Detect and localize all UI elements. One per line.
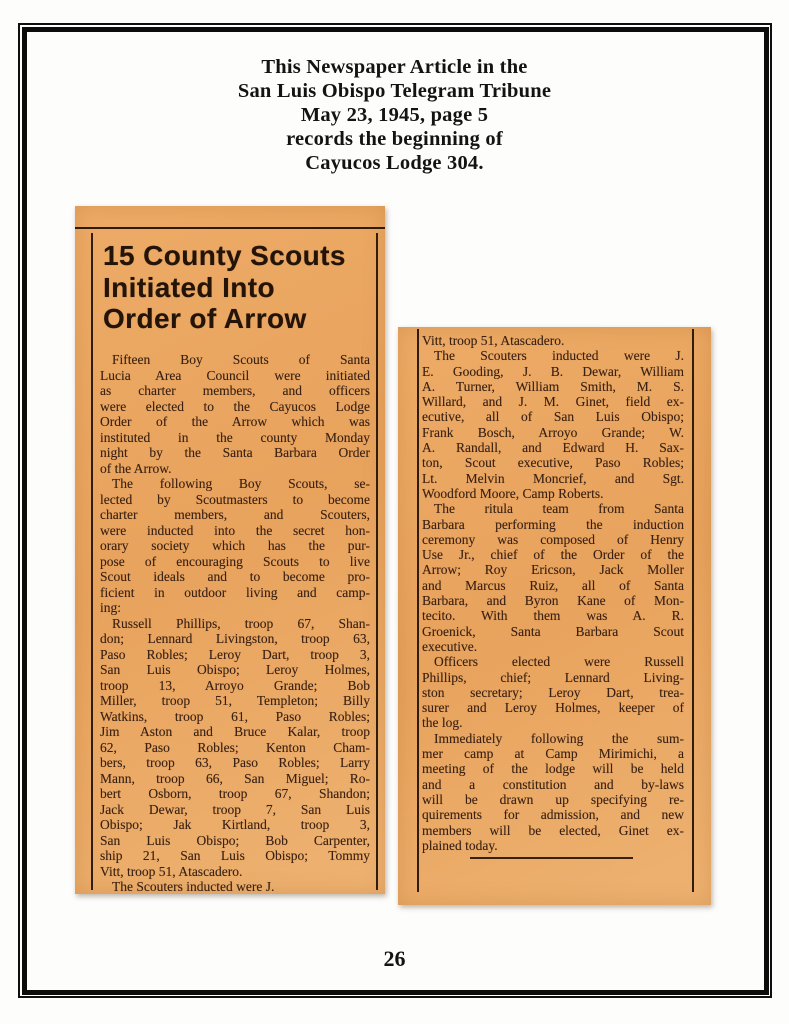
newsprint-line: E. Gooding, J. B. Dewar, William [422,363,684,379]
newspaper-clipping-right [398,327,711,905]
newsprint-line: mer camp at Camp Mirimichi, a [422,746,684,762]
newsprint-line: bert Osborn, troop 67, Shandon; [100,786,370,801]
newsprint-line: night by the Santa Barbara Order [100,445,370,460]
article-column-right [422,333,684,853]
newsprint-line: and a constitution and by-laws [422,776,684,792]
newsprint-line: Watkins, troop 61, Paso Robles; [100,708,370,724]
newsprint-line: A. Turner, William Smith, M. S. [422,378,684,394]
headline-line: Order of Arrow [103,303,307,334]
column-rule-left [417,329,419,892]
newsprint-line: Fifteen Boy Scouts of Santa [112,352,370,367]
newsprint-line: orary society which has the pur- [100,538,370,553]
newsprint-line: Lucia Area Council were initiated [100,367,370,383]
column-rule-left [91,233,93,890]
newsprint-line: ing: [100,600,122,615]
page-caption [0,55,789,175]
newsprint-line: members will be elected, Ginet ex- [422,822,684,838]
column-rule-right [692,329,694,892]
newsprint-line: Vitt, troop 51, Atascadero. [422,333,565,348]
newsprint-line: plained today. [422,837,498,853]
newsprint-line: Lt. Melvin Moncrief, and Sgt. [422,470,684,486]
newsprint-line: instituted in the county Monday [100,429,370,445]
newsprint-line: pose of encouraging Scouts to live [100,553,370,569]
newsprint-line: ton, Scout executive, Paso Robles; [422,455,684,471]
column-rule-right [376,233,378,890]
newsprint-line: the log. [422,715,463,731]
newsprint-line: San Luis Obispo; Bob Carpenter, [100,832,370,848]
newsprint-line: Arrow; Roy Ericson, Jack Moller [422,562,684,578]
newsprint-line: The Scouters inducted were J. [434,348,684,364]
clipping-top-rule [75,227,385,229]
newsprint-line: Woodford Moore, Camp Roberts. [422,485,604,501]
newsprint-line: bers, troop 63, Paso Robles; Larry [100,755,370,770]
newsprint-line: lected by Scoutmasters to become [100,491,370,507]
article-headline [103,240,365,335]
article-column-left [100,352,370,895]
newsprint-line: ston secretary; Leroy Dart, trea- [422,684,684,700]
newsprint-line: quirements for admission, and new [422,807,684,823]
newsprint-line: Mann, troop 66, San Miguel; Ro- [100,770,370,786]
newsprint-line: of the Arrow. [100,460,172,476]
newsprint-line: Jack Dewar, troop 7, San Luis [100,801,370,817]
headline-line: Initiated Into [103,271,276,303]
newsprint-line: The ritula team from Santa [434,501,684,517]
page-number: 26 [383,946,406,971]
newsprint-line: Barbara performing the induction [422,516,684,532]
caption-line: records the beginning of [286,128,503,150]
newsprint-line: Order of the Arrow which was [100,414,370,429]
newsprint-line: and Marcus Ruiz, all of Santa [422,577,684,593]
newsprint-line: Phillips, chief; Lennard Living- [422,669,684,685]
newsprint-line: troop 13, Arroyo Grande; Bob [100,677,370,693]
newsprint-line: Vitt, troop 51, Atascadero. [100,863,243,879]
newsprint-line: were elected to the Cayucos Lodge [100,398,370,414]
headline-line: 15 County Scouts [103,240,346,271]
newsprint-line: ceremony was composed of Henry [422,531,684,547]
newsprint-line: Willard, and J. M. Ginet, field ex- [422,394,684,410]
newsprint-line: Use Jr., chief of the Order of the [422,547,684,563]
newsprint-line: Frank Bosch, Arroyo Grande; W. [422,424,684,440]
newsprint-line: ecutive, all of San Luis Obispo; [422,409,684,425]
newsprint-line: Barbara, and Byron Kane of Mon- [422,593,684,609]
newsprint-line: were inducted into the secret hon- [100,522,370,538]
newsprint-line: Obispo; Jak Kirtland, troop 3, [100,817,370,832]
newsprint-line: Paso Robles; Leroy Dart, troop 3, [100,646,370,662]
newsprint-line: Groenick, Santa Barbara Scout [422,623,684,639]
newsprint-line: ficient in outdoor living and camp- [100,584,370,600]
newsprint-line: 62, Paso Robles; Kenton Cham- [100,739,370,755]
newsprint-line: The following Boy Scouts, se- [112,476,370,491]
newsprint-line: tecito. With them was A. R. [422,608,684,624]
newsprint-line: ship 21, San Luis Obispo; Tommy [100,848,370,863]
newspaper-clipping-left [75,206,385,894]
newsprint-line: Officers elected were Russell [434,654,684,670]
newsprint-line: executive. [422,638,478,654]
newsprint-line: don; Lennard Livingston, troop 63, [100,631,370,646]
newsprint-line: as charter members, and officers [100,383,370,398]
newsprint-line: meeting of the lodge will be held [422,761,684,777]
newsprint-line: will be drawn up specifying re- [422,791,684,807]
newsprint-line: Scout ideals and to become pro- [100,569,370,584]
newsprint-line: Miller, troop 51, Templeton; Billy [100,693,370,708]
newsprint-line: A. Randall, and Edward H. Sax- [422,440,684,456]
caption-line: May 23, 1945, page 5 [300,104,489,126]
article-end-divider [470,857,633,859]
newsprint-line: The Scouters inducted were J. [112,879,275,894]
caption-line: San Luis Obispo Telegram Tribune [237,80,552,102]
newsprint-line: San Luis Obispo; Leroy Holmes, [100,662,370,677]
caption-line: Cayucos Lodge 304. [305,152,484,174]
newsprint-line: surer and Leroy Holmes, keeper of [422,700,684,716]
newsprint-line: charter members, and Scouters, [100,507,370,522]
caption-line: This Newspaper Article in the [261,56,528,78]
newsprint-line: Jim Aston and Bruce Kalar, troop [100,724,370,739]
newsprint-line: Russell Phillips, troop 67, Shan- [112,615,370,631]
newsprint-line: Immediately following the sum- [434,730,684,746]
